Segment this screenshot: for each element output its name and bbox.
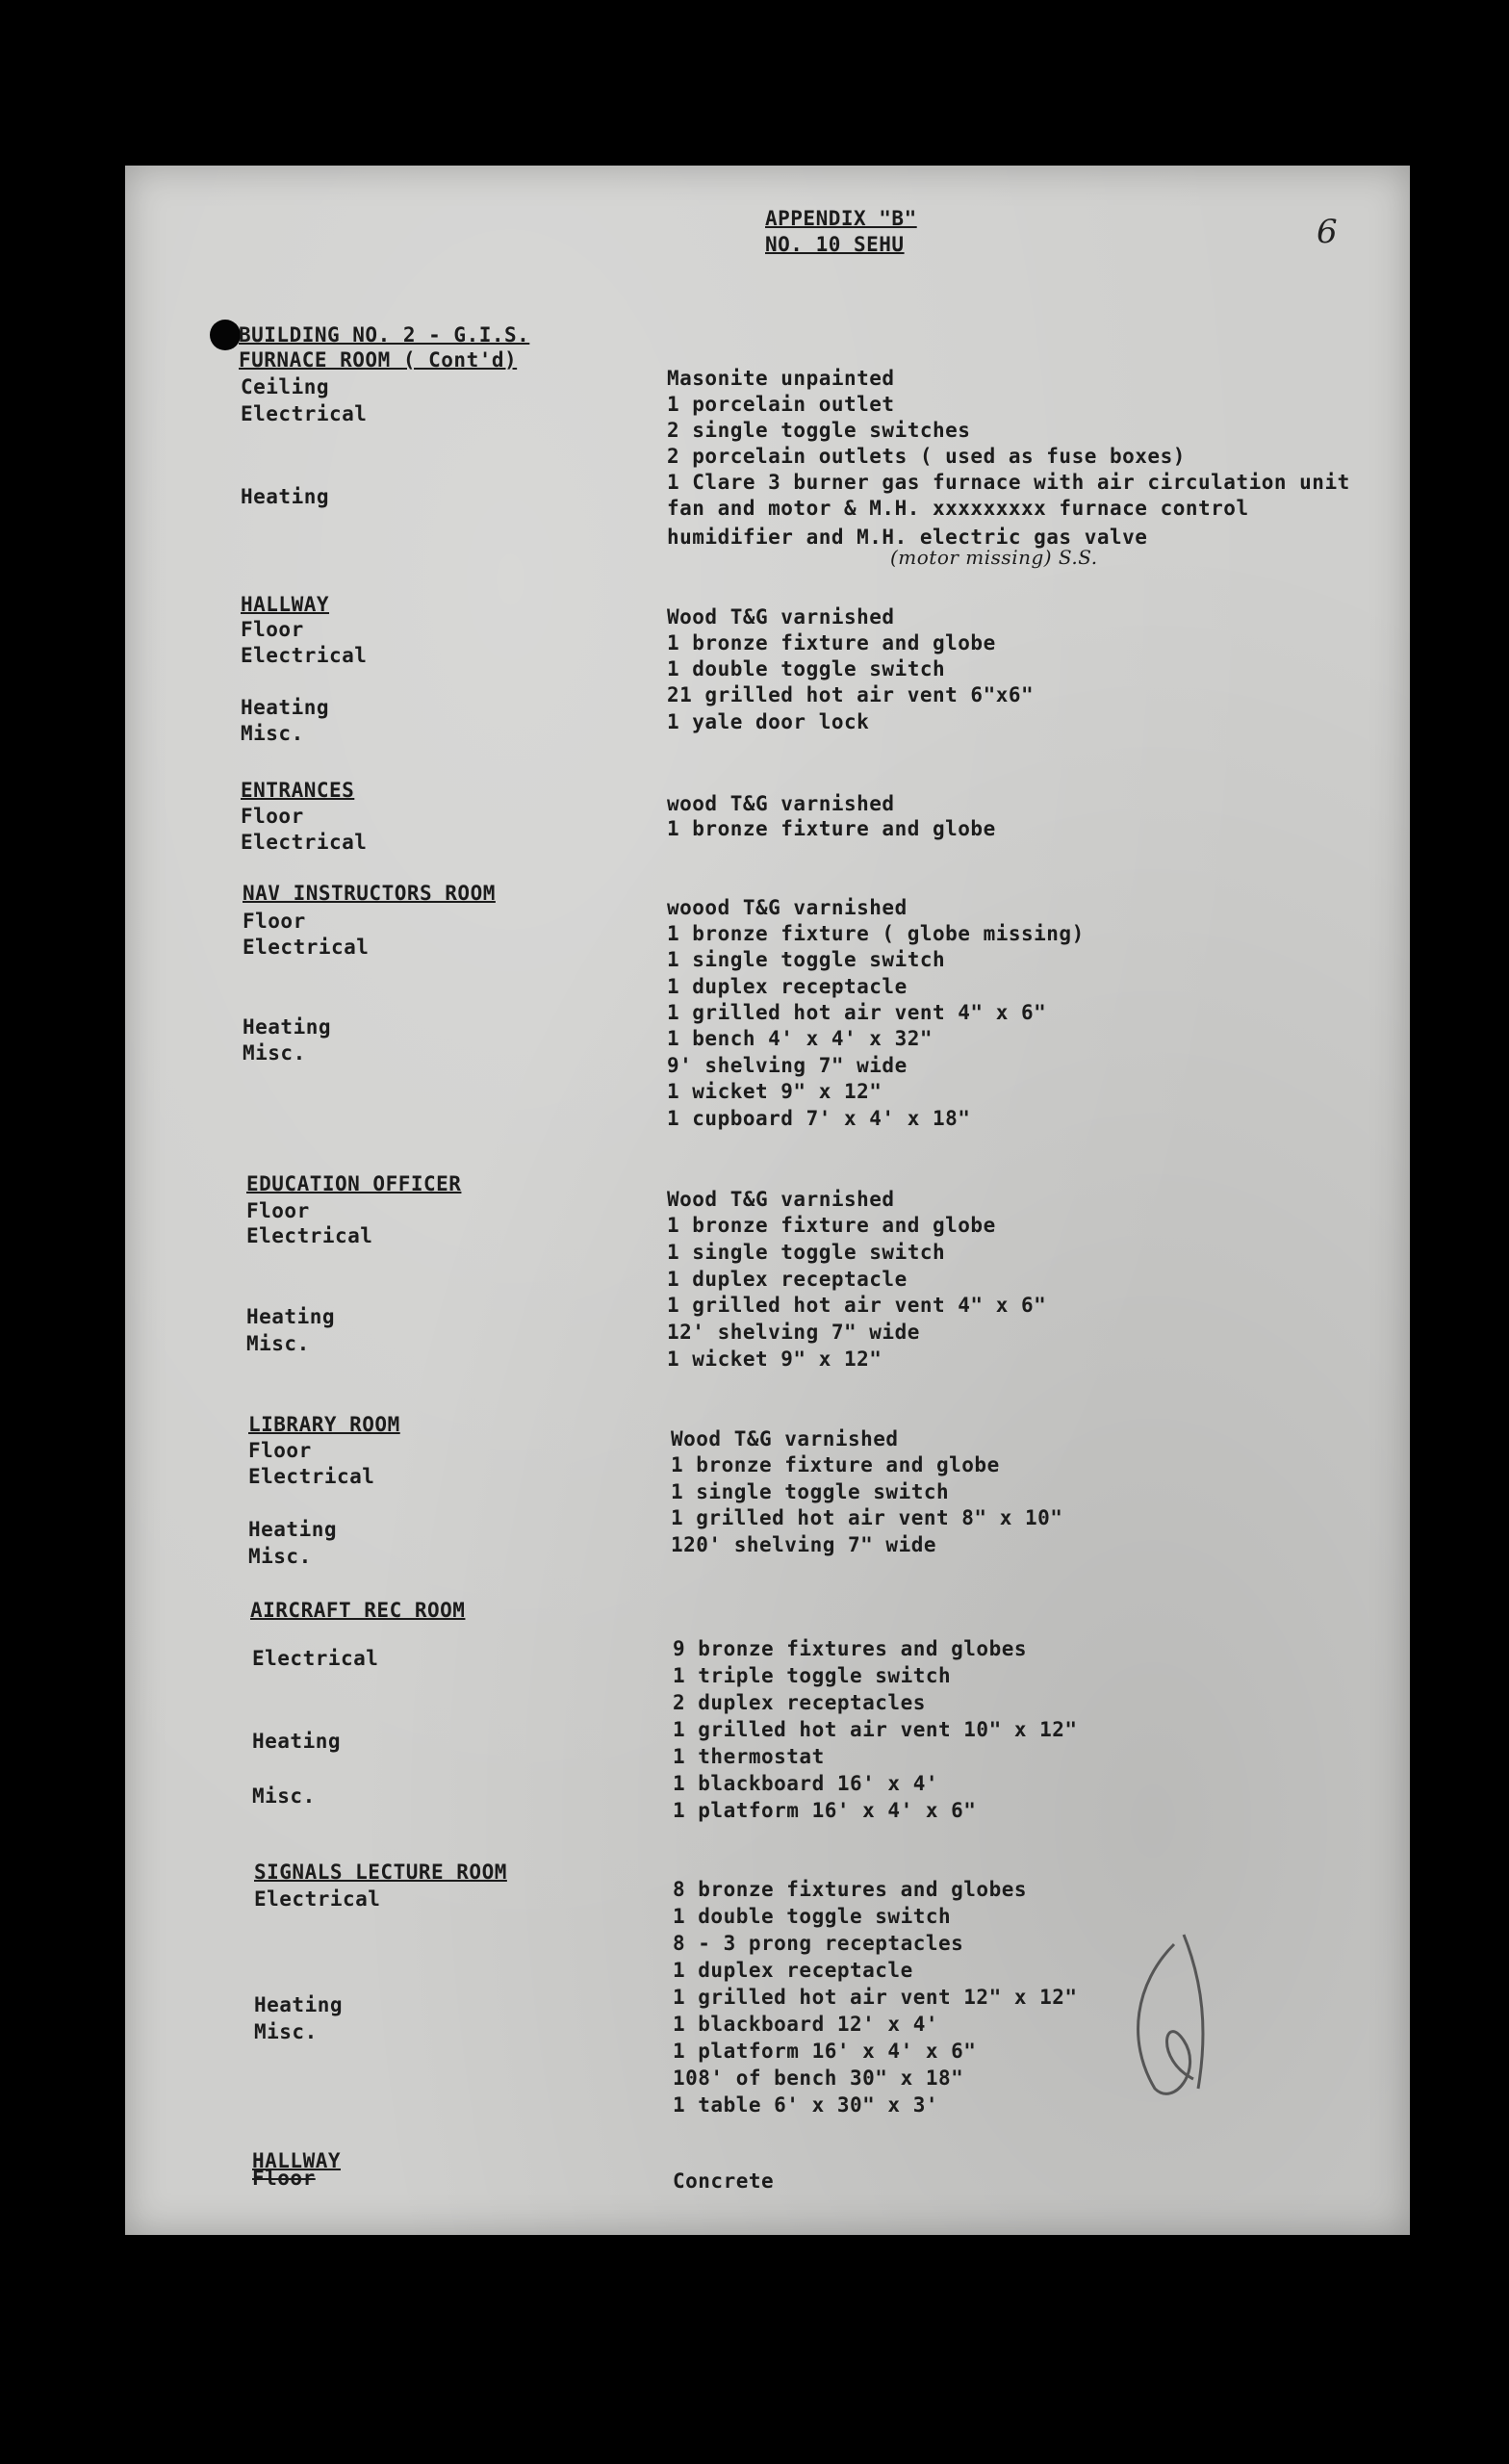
label-electrical: Electrical — [241, 831, 368, 854]
item: 8 bronze fixtures and globes — [673, 1878, 1028, 1901]
item: Masonite unpainted — [667, 367, 895, 390]
item: 1 bronze fixture and globe — [667, 631, 996, 654]
label-heating: Heating — [254, 1993, 344, 2016]
item: wood T&G varnished — [667, 792, 895, 815]
label-heating: Heating — [252, 1730, 342, 1753]
label-misc: Misc. — [254, 2020, 318, 2043]
label-floor: Floor — [241, 618, 304, 641]
entrances-heading: ENTRANCES — [241, 779, 355, 802]
item: 1 duplex receptacle — [673, 1959, 913, 1982]
item: 1 bench 4' x 4' x 32" — [667, 1027, 934, 1050]
item: 1 yale door lock — [667, 710, 870, 733]
label-floor: Floor — [246, 1199, 310, 1222]
item: 9 bronze fixtures and globes — [673, 1637, 1028, 1660]
handwritten-initials — [1116, 1925, 1232, 2118]
item: 2 duplex receptacles — [673, 1691, 926, 1714]
label-electrical: Electrical — [241, 402, 368, 425]
item: 1 porcelain outlet — [667, 393, 895, 416]
label-heating: Heating — [248, 1518, 338, 1541]
item: 1 single toggle switch — [667, 948, 946, 971]
item: 1 single toggle switch — [671, 1480, 950, 1503]
page-number: 6 — [1317, 213, 1339, 251]
item: 1 grilled hot air vent 12" x 12" — [673, 1986, 1078, 2009]
item: 108' of bench 30" x 18" — [673, 2066, 964, 2090]
nav-instructors-heading: NAV INSTRUCTORS ROOM — [243, 882, 496, 905]
label-ceiling: Ceiling — [241, 375, 330, 398]
label-electrical: Electrical — [241, 644, 368, 667]
label-misc: Misc. — [246, 1332, 310, 1355]
item: 12' shelving 7" wide — [667, 1321, 920, 1344]
item: 1 bronze fixture and globe — [667, 817, 996, 840]
hallway-heading: HALLWAY — [241, 593, 330, 616]
item: Concrete — [673, 2169, 775, 2193]
hallway-heading-bottom: HALLWAY — [252, 2149, 342, 2172]
item: humidifier and M.H. electric gas valve — [667, 526, 1148, 549]
item: 1 grilled hot air vent 4" x 6" — [667, 1001, 1047, 1024]
item: 1 double toggle switch — [673, 1905, 952, 1928]
label-electrical: Electrical — [248, 1465, 375, 1488]
label-misc: Misc. — [252, 1784, 316, 1808]
item: Wood T&G varnished — [667, 1188, 895, 1211]
item: 1 double toggle switch — [667, 657, 946, 680]
item: 1 bronze fixture and globe — [671, 1453, 1000, 1476]
item: 1 duplex receptacle — [667, 975, 908, 998]
item: 1 blackboard 12' x 4' — [673, 2013, 939, 2036]
label-floor: Floor — [252, 2167, 316, 2190]
item: 1 grilled hot air vent 4" x 6" — [667, 1294, 1047, 1317]
label-heating: Heating — [243, 1015, 332, 1039]
label-misc: Misc. — [243, 1041, 306, 1065]
item: 1 platform 16' x 4' x 6" — [673, 2040, 977, 2063]
item: 1 bronze fixture ( globe missing) — [667, 922, 1085, 945]
item: 1 grilled hot air vent 10" x 12" — [673, 1718, 1078, 1741]
education-officer-heading: EDUCATION OFFICER — [246, 1172, 462, 1195]
item: 2 porcelain outlets ( used as fuse boxes) — [667, 445, 1186, 468]
item: 1 single toggle switch — [667, 1241, 946, 1264]
item: 1 grilled hot air vent 8" x 10" — [671, 1506, 1063, 1529]
aircraft-rec-room-heading: AIRCRAFT REC ROOM — [250, 1599, 466, 1622]
label-floor: Floor — [241, 805, 304, 828]
item: 1 duplex receptacle — [667, 1268, 908, 1291]
label-heating: Heating — [246, 1305, 336, 1328]
label-floor: Floor — [248, 1439, 312, 1462]
label-floor: Floor — [243, 910, 306, 933]
appendix-title: APPENDIX "B" — [765, 207, 917, 230]
item: 1 table 6' x 30" x 3' — [673, 2093, 939, 2117]
item: Wood T&G varnished — [667, 605, 895, 629]
signals-lecture-room-heading: SIGNALS LECTURE ROOM — [254, 1861, 507, 1884]
item: 9' shelving 7" wide — [667, 1054, 908, 1077]
unit-subtitle: NO. 10 SEHU — [765, 233, 905, 256]
item: 21 grilled hot air vent 6"x6" — [667, 683, 1035, 706]
item: 2 single toggle switches — [667, 419, 971, 442]
item: 1 bronze fixture and globe — [667, 1214, 996, 1237]
item: Wood T&G varnished — [671, 1427, 899, 1450]
label-electrical: Electrical — [252, 1647, 379, 1670]
label-electrical: Electrical — [246, 1224, 373, 1247]
label-heating: Heating — [241, 485, 330, 508]
label-electrical: Electrical — [254, 1887, 381, 1911]
item: woood T&G varnished — [667, 896, 908, 919]
item: 120' shelving 7" wide — [671, 1533, 937, 1556]
item: 1 Clare 3 burner gas furnace with air circulation unit — [667, 471, 1350, 494]
item: 1 wicket 9" x 12" — [667, 1080, 882, 1103]
item: 1 blackboard 16' x 4' — [673, 1772, 939, 1795]
item: 1 cupboard 7' x 4' x 18" — [667, 1107, 971, 1130]
label-heating: Heating — [241, 696, 330, 719]
furnace-room-heading: FURNACE ROOM ( Cont'd) — [239, 348, 518, 372]
handwritten-annotation: (motor missing) S.S. — [890, 546, 1098, 569]
label-electrical: Electrical — [243, 936, 370, 959]
item: fan and motor & M.H. xxxxxxxxx furnace control — [667, 497, 1249, 520]
label-misc: Misc. — [248, 1545, 312, 1568]
item: 1 thermostat — [673, 1745, 825, 1768]
label-misc: Misc. — [241, 722, 304, 745]
item: 1 triple toggle switch — [673, 1664, 952, 1687]
punch-hole — [210, 320, 241, 350]
item: 1 platform 16' x 4' x 6" — [673, 1799, 977, 1822]
item: 8 - 3 prong receptacles — [673, 1932, 964, 1955]
library-room-heading: LIBRARY ROOM — [248, 1413, 400, 1436]
item: 1 wicket 9" x 12" — [667, 1348, 882, 1371]
building-heading: BUILDING NO. 2 - G.I.S. — [239, 323, 530, 346]
